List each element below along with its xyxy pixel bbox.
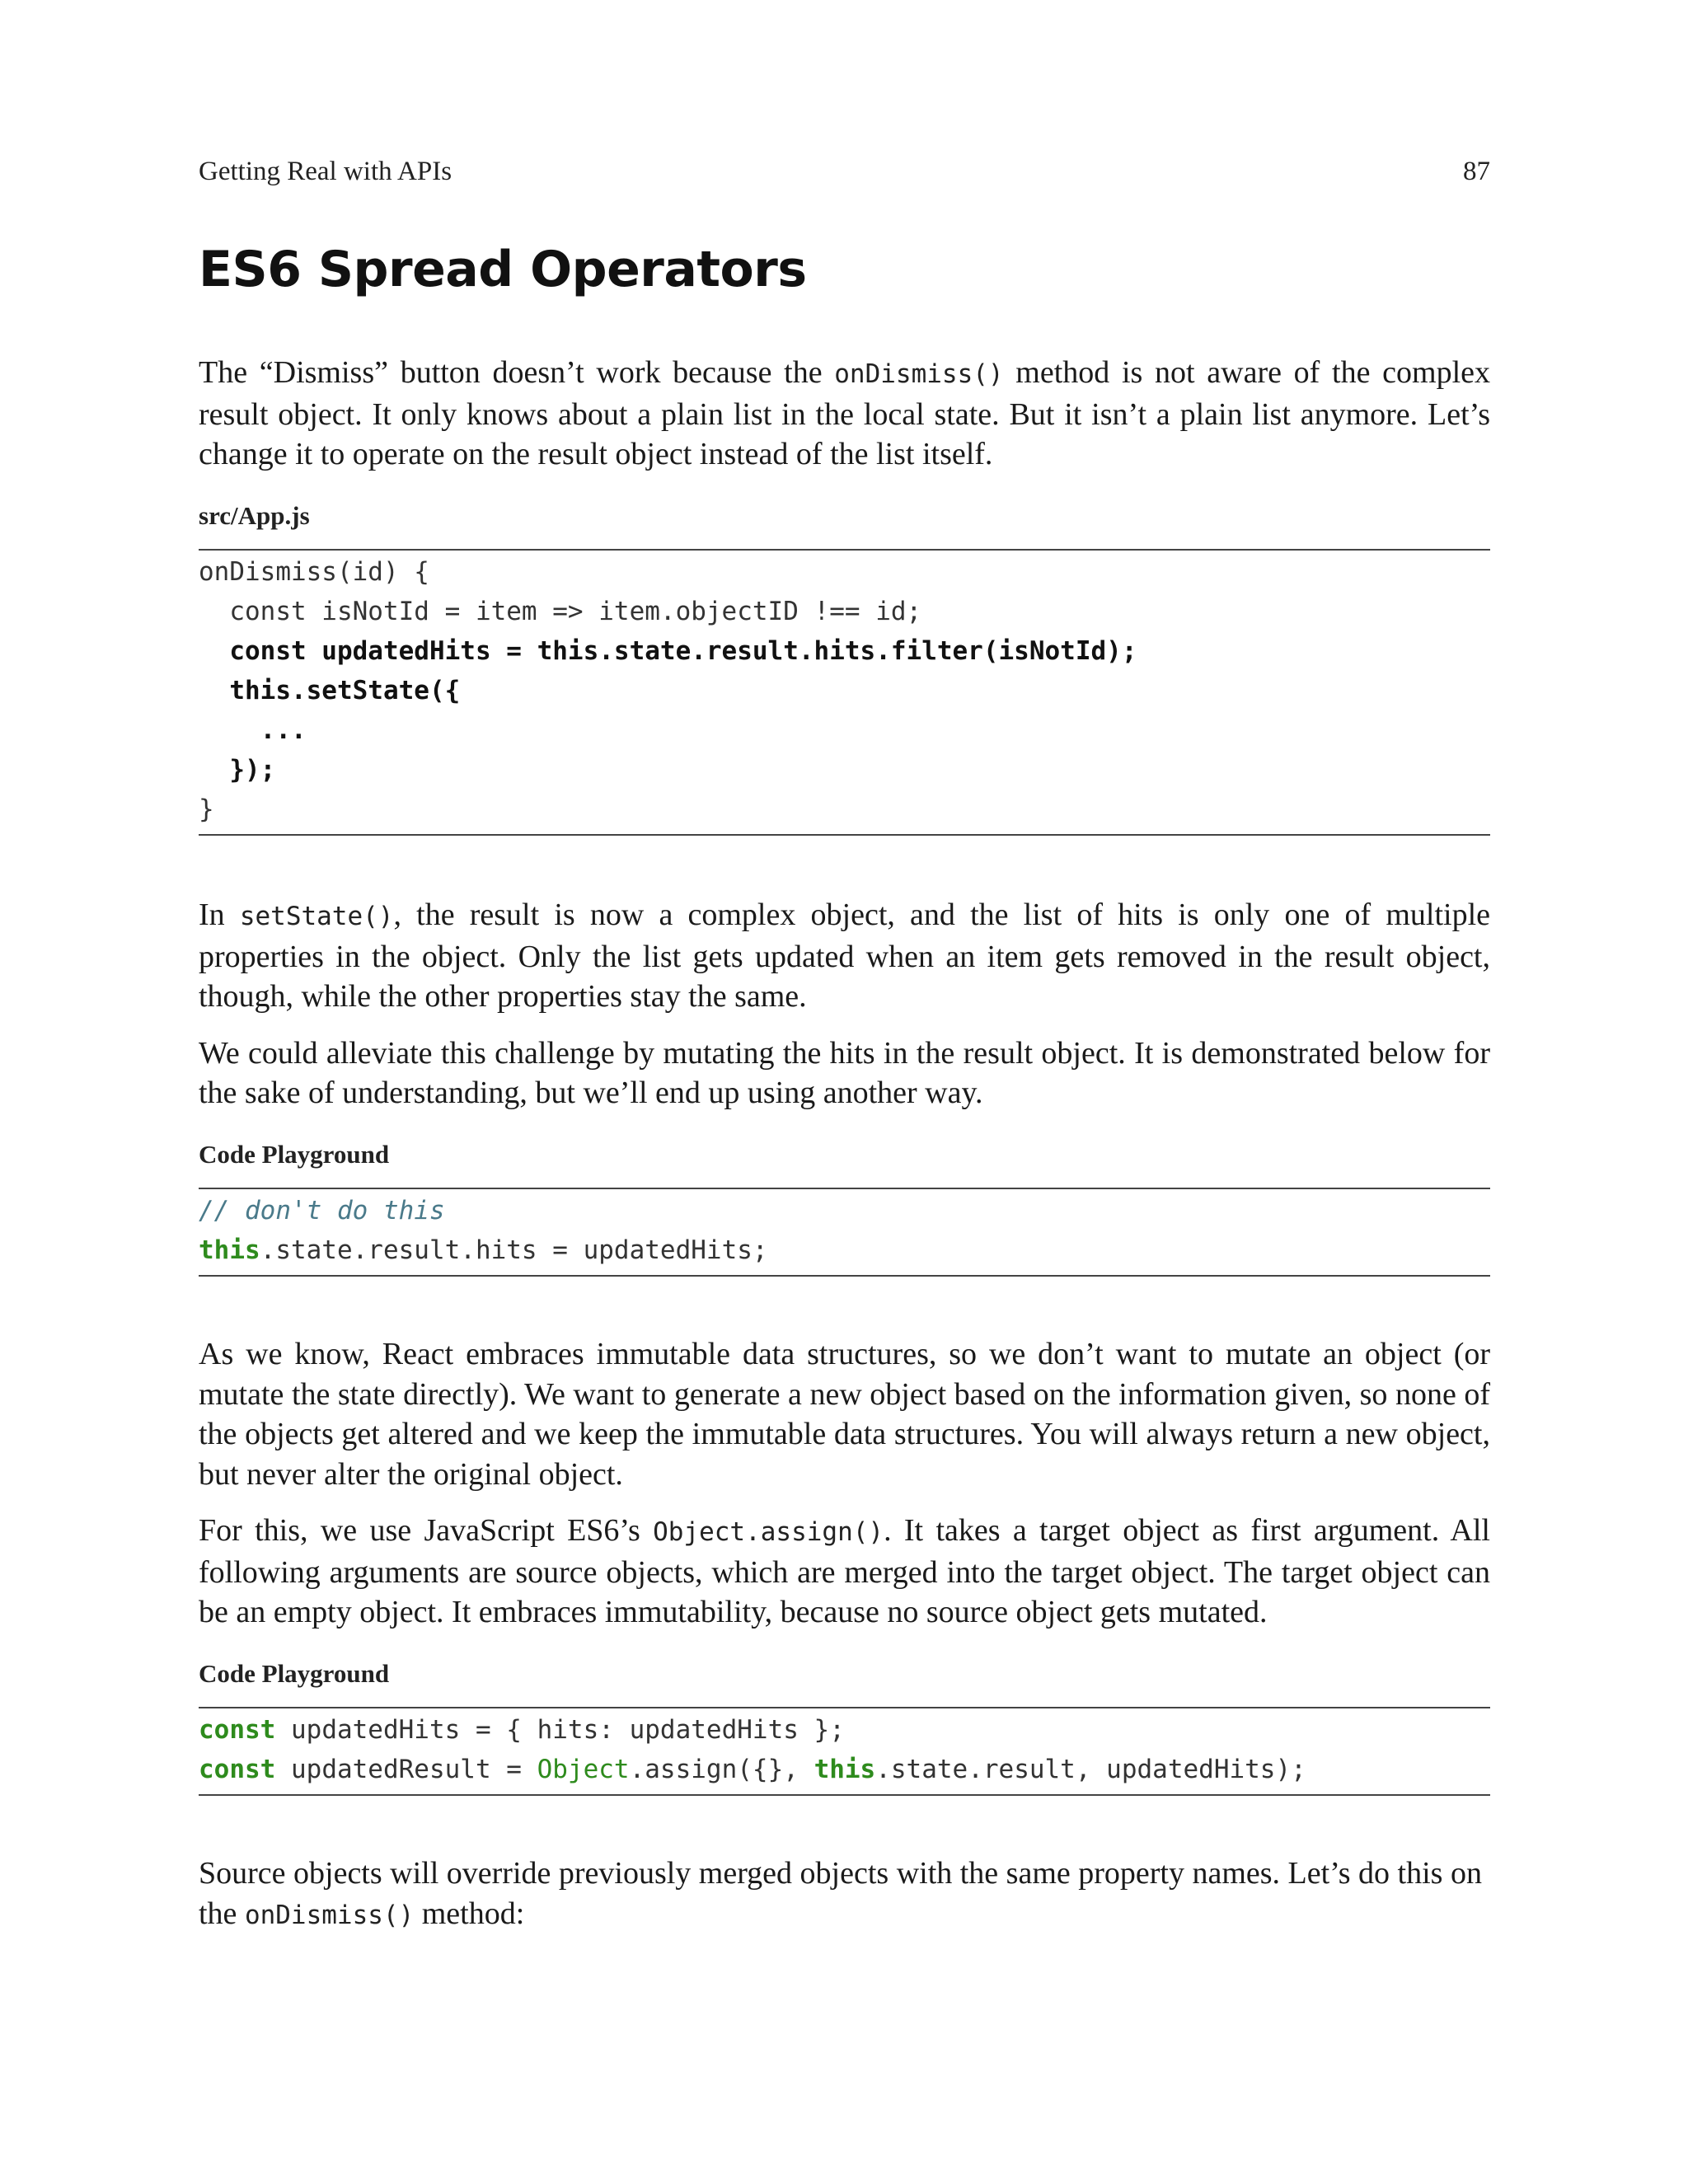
code-text: updatedHits = { hits: updatedHits };	[275, 1715, 845, 1745]
text-run: , the result is now a complex object, and the list of hits is only one of multiple properties in the object. Only the list gets updated when an item gets removed in the result object, though, while the other properties stay the same.	[199, 898, 1490, 1014]
code-text: .state.result, updatedHits);	[875, 1755, 1306, 1784]
code-builtin: Object	[537, 1755, 630, 1784]
running-header	[199, 157, 1490, 187]
text-run: method:	[414, 1896, 525, 1931]
code-keyword: this	[814, 1755, 876, 1784]
code-line-highlighted: this.setState({	[199, 676, 461, 705]
code-listing-app-js	[199, 501, 1490, 836]
code-caption: Code Playground	[199, 1140, 390, 1169]
code-listing-object-assign	[199, 1659, 1490, 1796]
text-run: The “Dismiss” button doesn’t work because the	[199, 355, 835, 390]
code-keyword: this	[199, 1235, 260, 1265]
code-comment: // don't do this	[199, 1196, 445, 1226]
inline-code: onDismiss()	[244, 1900, 415, 1930]
paragraph-setstate	[199, 895, 1490, 1113]
paragraph-text: As we know, React embraces immutable data structures, so we don’t want to mutate an object (or mutate the state directly). We want to generate a new object based on the information given, so none of the objects get altered and we keep the immutable data structures. You will always return a new object, but never alter the original object.	[199, 1337, 1490, 1492]
paragraph-source-objects	[199, 1854, 1490, 1935]
code-text: .assign({},	[629, 1755, 814, 1784]
code-text: updatedResult =	[275, 1755, 537, 1784]
code-keyword: const	[199, 1715, 276, 1745]
section-title: ES6 Spread Operators	[199, 241, 807, 298]
paragraph-dismiss-intro	[199, 353, 1490, 475]
text-run: In	[199, 898, 240, 932]
text-run: For this, we use JavaScript ES6’s	[199, 1513, 654, 1548]
paragraph-immutable	[199, 1334, 1490, 1633]
code-line: }	[199, 794, 214, 824]
paragraph-object-assign	[199, 1511, 1490, 1633]
code-box	[199, 549, 1490, 836]
code-line	[199, 1230, 1490, 1270]
code-box	[199, 1188, 1490, 1277]
inline-code: onDismiss()	[834, 359, 1004, 389]
code-text: .state.result.hits = updatedHits;	[260, 1235, 768, 1265]
code-listing-dont-do-this	[199, 1140, 1490, 1277]
paragraph-mutating: We could alleviate this challenge by mutating the hits in the result object. It is demonstrated below for the sake of understanding, but we’ll end up using another way.	[199, 1035, 1490, 1110]
code-line	[199, 1710, 1490, 1750]
code-line-highlighted: });	[199, 755, 276, 785]
code-line-highlighted: ...	[199, 715, 307, 745]
code-line: onDismiss(id) {	[199, 557, 429, 587]
code-line	[199, 1750, 1490, 1789]
running-title: Getting Real with APIs	[199, 157, 452, 186]
page-number: 87	[1463, 157, 1490, 186]
code-caption: Code Playground	[199, 1659, 390, 1688]
text-run: method is not aware of the complex result object. It only knows about a plain list in the local state. But it isn’t a plain list anymore. Let’s change it to operate on the result object instead of the list itself.	[199, 355, 1490, 471]
code-box	[199, 1707, 1490, 1796]
code-line: const isNotId = item => item.objectID !== id;	[199, 597, 922, 626]
inline-code: Object.assign()	[653, 1517, 884, 1547]
text-run: . It takes a target object as first argument. All following arguments are source objects, which are merged into the target object. The target object can be an empty object. It embraces immutability, because no source object gets mutated.	[199, 1513, 1490, 1629]
code-keyword: const	[199, 1755, 276, 1784]
text-run: Source objects will override previously merged objects with the same property names. Let’s do this on the	[199, 1856, 1482, 1931]
inline-code: setState()	[239, 902, 394, 931]
code-caption: src/App.js	[199, 501, 310, 530]
code-line-highlighted: const updatedHits = this.state.result.hits.filter(isNotId);	[199, 636, 1137, 666]
